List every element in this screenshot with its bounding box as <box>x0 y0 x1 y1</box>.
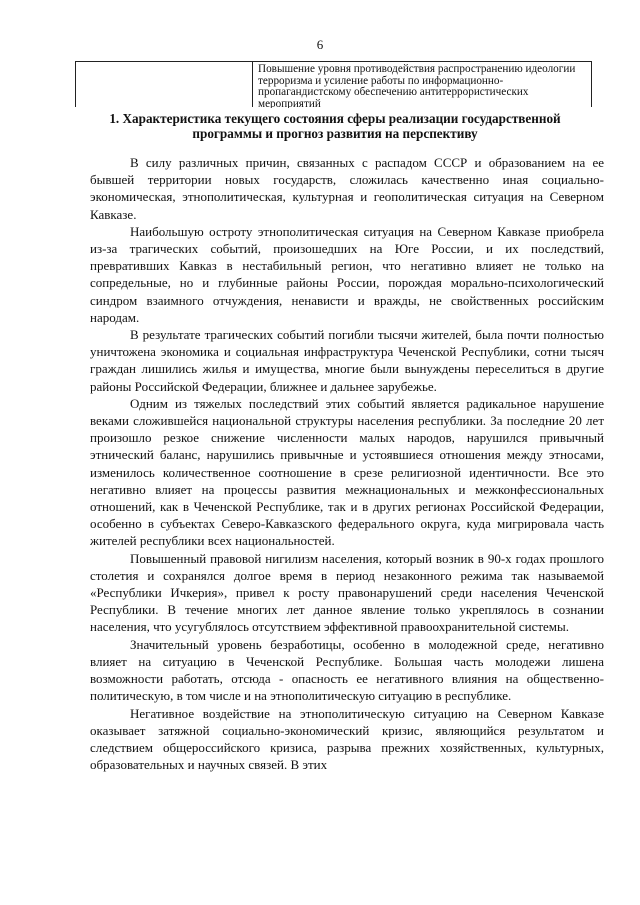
paragraph: Наибольшую остроту этнополитическая ситуация на Северном Кавказе приобрела из-за трагических событий, произошедших на Юге России, и их последствий, превративших Кавказ в нестабильный регион, что негативно влияет не только на сопредельные, но и глубинные районы России, порождая морально-психологический синдром взаимного отчуждения, ненависти и вражды, не свойственных российским народам. <box>90 223 604 325</box>
paragraph: Одним из тяжелых последствий этих событий является радикальное нарушение веками сложившейся национальной структуры населения республики. За последние 20 лет произошло резкое снижение численности малых народов, нарушился привычный этнический баланс, нарушились привычные и устоявшиеся отношения между этносами, изменилось количественное соотношение в срезе религиозной идентичности. Все это негативно влияет на процессы развития межнациональных и межконфессиональных отношений, как в Чеченской Республике, так и в других регионах Российской Федерации, особенно в субъектах Северо-Кавказского федерального округа, куда мигрировала часть жителей республики всех национальностей. <box>90 395 604 549</box>
paragraph: Повышенный правовой нигилизм населения, который возник в 90-х годах прошлого столетия и сохранялся долгое время в период незаконного режима так называемой «Республики Ичкерия», привел к росту правонарушений среди населения Чеченской Республики. В течение многих лет данное явление только укреплялось в сознании населения, что усугублялось отсутствием эффективной правоохранительной системы. <box>90 550 604 635</box>
paragraph: Значительный уровень безработицы, особенно в молодежной среде, негативно влияет на ситуацию в Чеченской Республике. Большая часть молодежи лишена возможности работать, отсюда - опасность ее негативного влияния на общественно-политическую, в том числе и на этнополитическую ситуацию в республике. <box>90 636 604 704</box>
page-number: 6 <box>316 37 324 52</box>
paragraph: В силу различных причин, связанных с распадом СССР и образованием на ее бывшей территории новых государств, сложилась качественно иная социально-экономическая, этнополитическая, культурная и геополитическая ситуация на Северном Кавказе. <box>90 155 604 222</box>
section-heading: 1. Характеристика текущего состояния сферы реализации государственной программы и прогноз развития на перспективу <box>109 111 561 141</box>
table-column-divider <box>252 62 253 107</box>
table-cell-text: Повышение уровня противодействия распространению идеологии терроризма и усиление работы по информационно-пропагандистскому обеспечению антитеррористических мероприятий <box>258 64 576 108</box>
section-body <box>90 154 604 773</box>
paragraph: В результате трагических событий погибли тысячи жителей, была почти полностью уничтожена экономика и социальная инфраструктура Чеченской Республики, сотни тысяч граждан лишились жилья и имущества, многие были вынуждены переселиться в другие районы Российской Федерации, ближнее и дальнее зарубежье. <box>90 327 604 394</box>
program-table-fragment <box>75 61 592 107</box>
paragraph: Негативное воздействие на этнополитическую ситуацию на Северном Кавказе оказывает затяжной социально-экономический кризис, являющийся результатом и следствием общероссийского кризиса, разрыва прежних хозяйственных, культурных, образовательных и научных связей. В этих <box>90 705 604 773</box>
